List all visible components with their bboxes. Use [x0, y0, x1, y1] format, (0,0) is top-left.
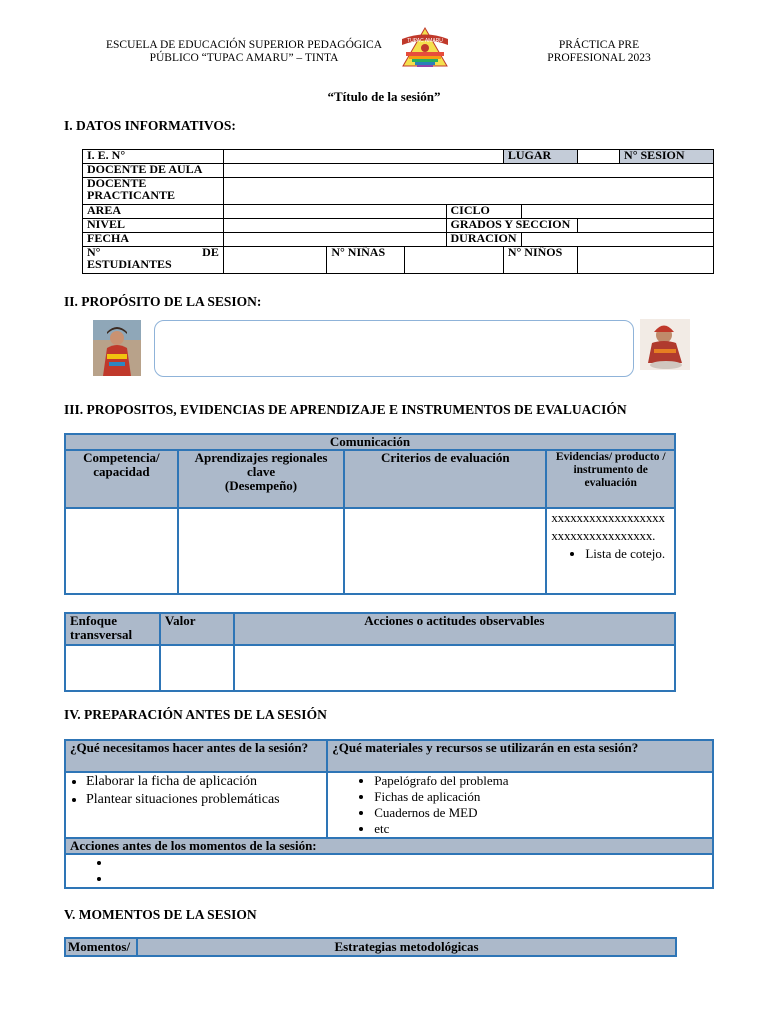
lugar-label: LUGAR [503, 150, 577, 164]
n-estudiantes-part3: ESTUDIANTES [87, 256, 172, 271]
docente-practicante-line2: PRACTICANTE [87, 187, 176, 202]
area-title: Comunicación [65, 434, 675, 450]
n-ninas-value[interactable] [405, 247, 503, 274]
propositos-table [64, 433, 676, 595]
school-logo [400, 26, 450, 70]
acciones-cell[interactable] [234, 645, 675, 691]
section2-heading: II. PROPÓSITO DE LA SESION: [64, 294, 262, 309]
n-ninas-label: N° NIÑAS [327, 247, 405, 274]
practice-label [540, 39, 658, 65]
practice-line2: PROFESIONAL 2023 [547, 52, 651, 64]
evidencias-cell[interactable] [546, 508, 675, 594]
momentos-header: Momentos/ [65, 938, 137, 956]
aprendizajes-header-line1: Aprendizajes regionales clave [194, 450, 328, 479]
before-list [70, 773, 322, 809]
n-estudiantes-value[interactable] [223, 247, 327, 274]
section1-heading: I. DATOS INFORMATIVOS: [64, 118, 236, 133]
n-ninos-label: N° NIÑOS [503, 247, 577, 274]
duracion-label: DURACION [446, 233, 521, 247]
aprendizajes-header-line2: (Desempeño) [224, 478, 298, 493]
section3-heading: III. PROPOSITOS, EVIDENCIAS DE APRENDIZAJE E INSTRUMENTOS DE EVALUACIÓN [64, 402, 627, 417]
momentos-table [64, 937, 677, 957]
fecha-label: FECHA [83, 233, 224, 247]
docente-aula-label: DOCENTE DE AULA [83, 164, 224, 178]
practice-line1: PRÁCTICA PRE [558, 39, 640, 51]
nivel-label: NIVEL [83, 219, 224, 233]
nivel-value[interactable] [223, 219, 446, 233]
before-item: • Plantear situaciones problemáticas [86, 791, 322, 809]
area-label: AREA [83, 205, 224, 219]
ciclo-label: CICLO [446, 205, 521, 219]
acciones-antes-cell[interactable] [65, 854, 713, 888]
criterios-header: Criterios de evaluación [344, 450, 546, 508]
criterios-cell[interactable] [344, 508, 546, 594]
q2-header: ¿Qué materiales y recursos se utilizarán en esta sesión? [327, 740, 713, 772]
grados-value[interactable] [577, 219, 713, 233]
material-item: • Papelógrafo del problema [374, 773, 708, 789]
acciones-antes-list [70, 855, 708, 887]
school-name-line1: ESCUELA DE EDUCACIÓN SUPERIOR PEDAGÓGICA [105, 39, 382, 51]
material-item: • Fichas de aplicación [374, 789, 708, 805]
section5-heading: V. MOMENTOS DE LA SESION [64, 907, 257, 922]
estrategias-header: Estrategias metodológicas [137, 938, 676, 956]
nsesion-label: N° SESION [620, 150, 714, 164]
acciones-header: Acciones o actitudes observables [234, 613, 675, 645]
child-photo-right [640, 319, 690, 370]
n-estudiantes-label [83, 247, 224, 274]
valor-header: Valor [160, 613, 234, 645]
docente-aula-value[interactable] [223, 164, 713, 178]
session-title: “Título de la sesión” [327, 89, 441, 104]
datos-informativos-table [82, 149, 714, 274]
child-photo-left [93, 320, 141, 376]
evidence-text: xxxxxxxxxxxxxxxxxxxxxxxxxxxxxxxxxx. [551, 510, 665, 543]
school-name-line2: PÚBLICO “TUPAC AMARU” – TINTA [149, 52, 339, 64]
n-ninos-value[interactable] [577, 247, 713, 274]
docente-practicante-label [83, 178, 224, 205]
area-value[interactable] [223, 205, 446, 219]
ie-label: I. E. N° [83, 150, 224, 164]
competencia-header: Competencia/ capacidad [65, 450, 178, 508]
valor-cell[interactable] [160, 645, 234, 691]
enfoque-header: Enfoque transversal [65, 613, 160, 645]
n-estudiantes-part1: N° [87, 245, 101, 259]
preparacion-table [64, 739, 714, 889]
proposito-box[interactable] [154, 320, 634, 377]
ie-value[interactable] [223, 150, 503, 164]
evidencias-header: Evidencias/ producto / instrumento de evaluación [546, 450, 675, 508]
grados-label: GRADOS Y SECCION [446, 219, 577, 233]
acciones-antes-item[interactable] [112, 855, 708, 871]
docente-practicante-line1: DOCENTE [87, 176, 147, 190]
docente-practicante-value[interactable] [223, 178, 713, 205]
n-estudiantes-part2: DE [202, 245, 219, 259]
aprendizajes-header [178, 450, 344, 508]
svg-text:TUPAC AMARU: TUPAC AMARU [407, 38, 443, 44]
before-item: • Elaborar la ficha de aplicación [86, 773, 322, 791]
enfoque-table [64, 612, 676, 692]
q1-header: ¿Qué necesitamos hacer antes de la sesión? [65, 740, 327, 772]
material-item: • Cuadernos de MED [374, 805, 708, 821]
acciones-antes-header: Acciones antes de los momentos de la sesión: [65, 838, 713, 854]
materials-cell[interactable] [327, 772, 713, 838]
competencia-cell[interactable] [65, 508, 178, 594]
enfoque-cell[interactable] [65, 645, 160, 691]
before-cell[interactable] [65, 772, 327, 838]
aprendizajes-cell[interactable] [178, 508, 344, 594]
materials-list [332, 773, 708, 837]
section4-heading: IV. PREPARACIÓN ANTES DE LA SESIÓN [64, 707, 327, 722]
evidence-item: • Lista de cotejo. [585, 545, 670, 563]
lugar-value[interactable] [577, 150, 619, 164]
acciones-antes-item[interactable] [112, 871, 708, 887]
school-name [96, 39, 392, 65]
material-item: • etc [374, 821, 708, 837]
